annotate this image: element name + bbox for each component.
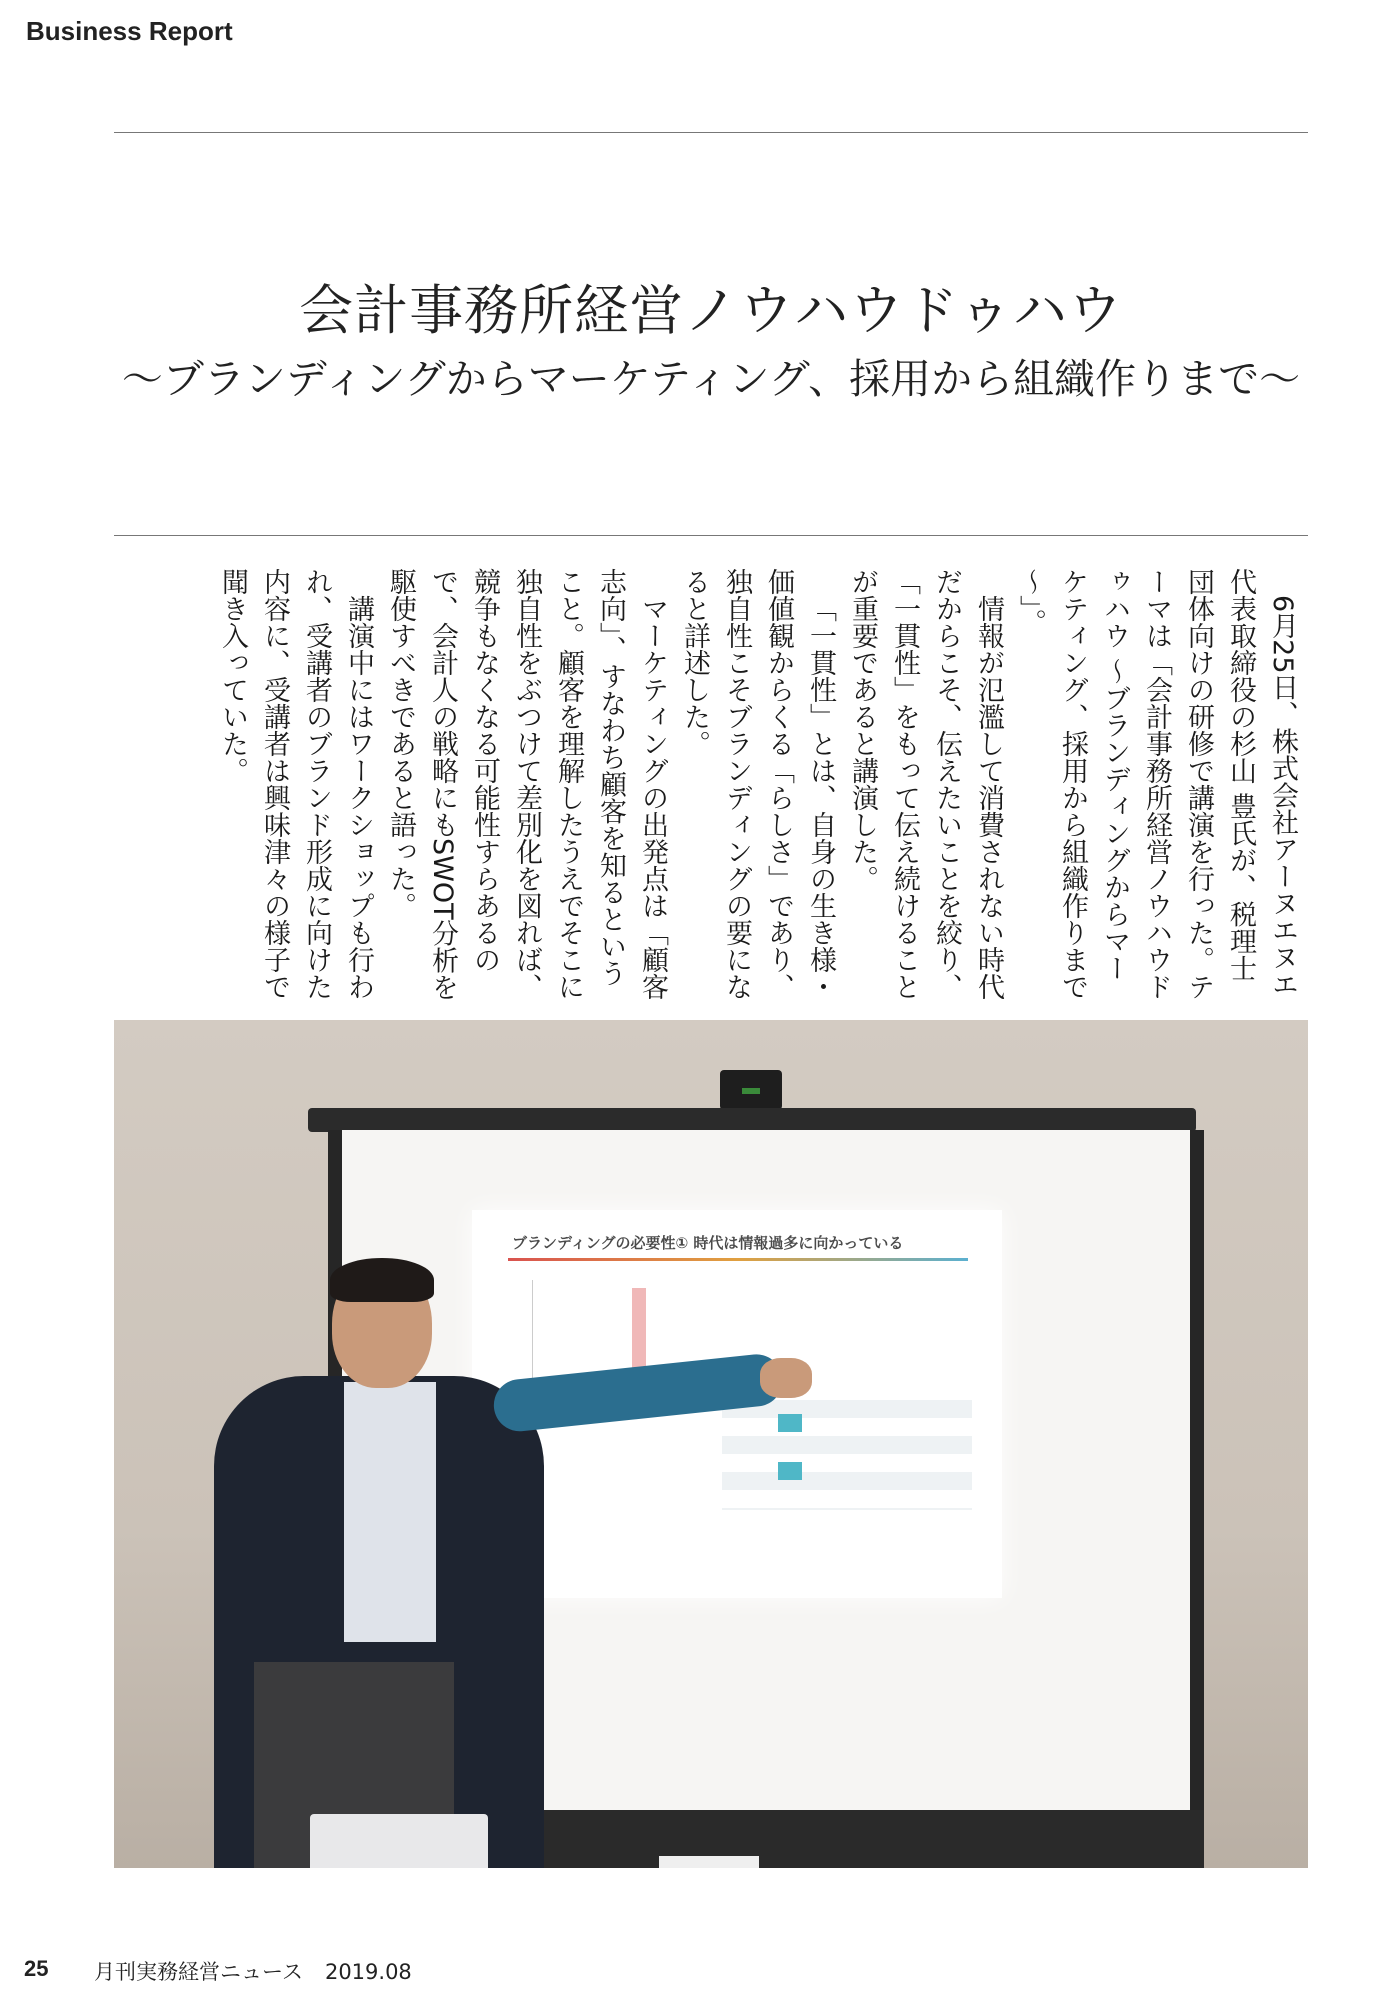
body-paragraph: 「一貫性」とは、自身の生き様・価値観からくる「らしさ」であり、独自性こそブランディングの要になると詳述した。 bbox=[679, 568, 836, 1000]
article-body bbox=[143, 568, 1303, 1008]
body-paragraph: 6月25日、株式会社アーヌエヌエ代表取締役の杉山 豊氏が、税理士団体向けの研修で講演を行った。テーマは「会計事務所経営ノウハウドゥハウ ～ブランディングからマーケティング、採用から組織作りまで～」。 bbox=[1015, 568, 1298, 1000]
slide-table bbox=[722, 1400, 972, 1510]
section-label: Business Report bbox=[26, 16, 233, 46]
article-subtitle: ～ブランディングからマーケティング、採用から組織作りまで～ bbox=[121, 355, 1301, 403]
speaker-hand bbox=[760, 1358, 812, 1398]
slide-title: ブランディングの必要性① 時代は情報過多に向かっている bbox=[512, 1234, 904, 1252]
publication-footer bbox=[94, 1956, 412, 1986]
slide-table-highlight bbox=[778, 1414, 802, 1432]
speaker-shirt bbox=[344, 1382, 436, 1642]
lecture-photo bbox=[114, 1020, 1308, 1868]
page-number: 25 bbox=[24, 1956, 49, 1981]
laptop bbox=[310, 1814, 488, 1868]
projector bbox=[659, 1856, 759, 1868]
projector-screen-mount bbox=[720, 1070, 782, 1110]
body-divider bbox=[114, 535, 1308, 536]
slide-color-bar bbox=[508, 1258, 968, 1261]
publication-name: 月刊実務経営ニュース bbox=[94, 1960, 303, 1984]
speaker-hair bbox=[330, 1258, 434, 1302]
slide-table-highlight bbox=[778, 1462, 802, 1480]
body-paragraph: マーケティングの出発点は「顧客志向」、すなわち顧客を知るということ。顧客を理解したうえでそこに独自性をぶつけて差別化を図れば、競争もなくなる可能性すらあるので、会計人の戦略にもSWOT分析を駆使すべきであると語った。 bbox=[385, 568, 668, 1001]
article-title: 会計事務所経営ノウハウドゥハウ bbox=[299, 279, 1123, 342]
body-paragraph: 講演中にはワークショップも行われ、受講者のブランド形成に向けた内容に、受講者は興味津々の様子で聞き入っていた。 bbox=[217, 568, 374, 1000]
projector-screen-housing bbox=[308, 1108, 1196, 1132]
issue-date: 2019.08 bbox=[324, 1960, 412, 1984]
body-paragraph: 情報が氾濫して消費されない時代だからこそ、伝えたいことを絞り、「一貫性」をもって伝え続けることが重要であると講演した。 bbox=[847, 568, 1004, 1000]
top-divider bbox=[114, 132, 1308, 133]
